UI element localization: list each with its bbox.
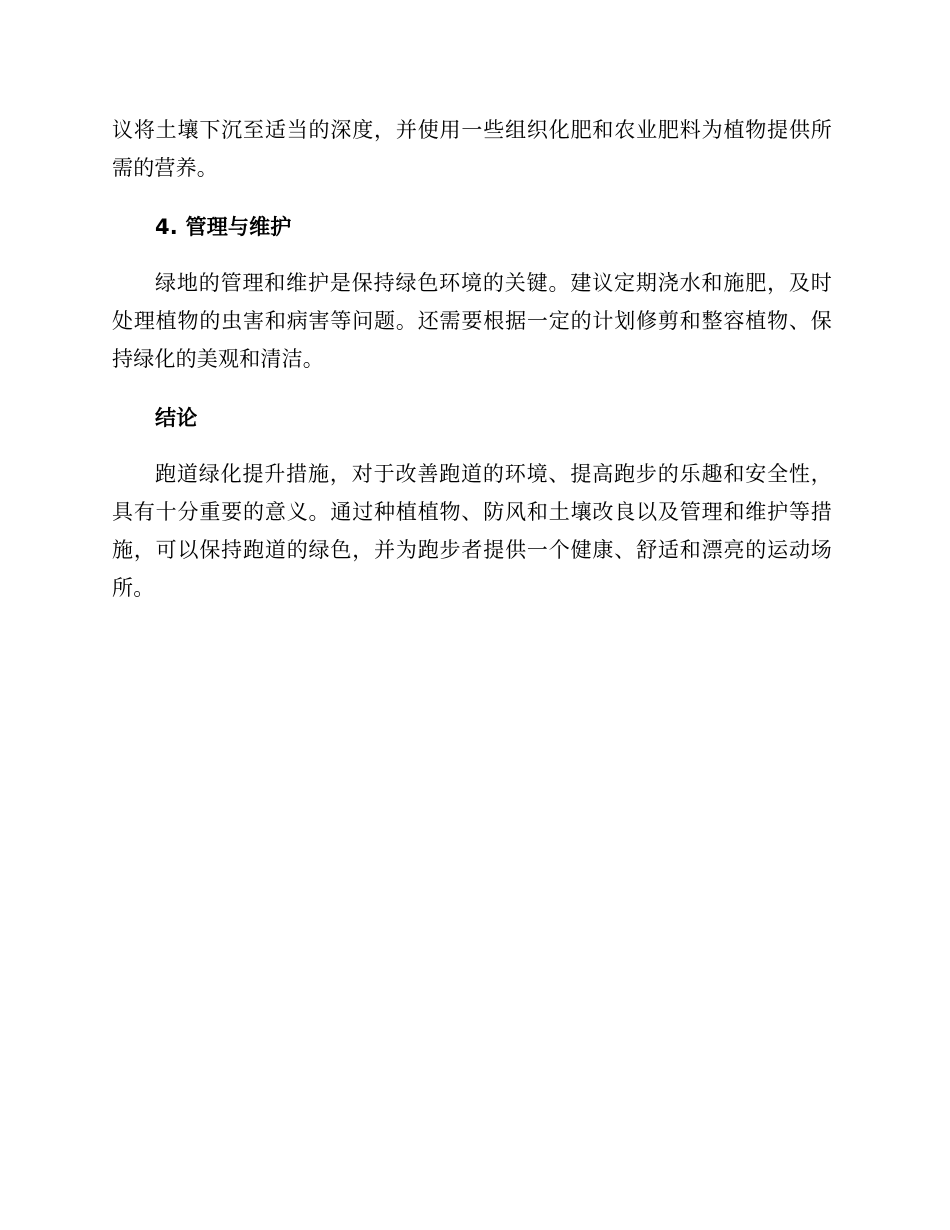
- management-paragraph: 绿地的管理和维护是保持绿色环境的关键。建议定期浇水和施肥，及时处理植物的虫害和病害等问题。还需要根据一定的计划修剪和整容植物、保持绿化的美观和清洁。: [112, 271, 832, 371]
- conclusion-paragraph: 跑道绿化提升措施，对于改善跑道的环境、提高跑步的乐趣和安全性，具有十分重要的意义。通过种植植物、防风和土壤改良以及管理和维护等措施，可以保持跑道的绿色，并为跑步者提供一个健康、舒适和漂亮的运动场所。: [112, 462, 832, 600]
- section-heading-management: 4. 管理与维护: [155, 215, 292, 239]
- section-heading-conclusion: 结论: [155, 406, 198, 430]
- intro-continuation-paragraph: 议将土壤下沉至适当的深度，并使用一些组织化肥和农业肥料为植物提供所需的营养。: [112, 118, 832, 180]
- document-body: [112, 111, 832, 607]
